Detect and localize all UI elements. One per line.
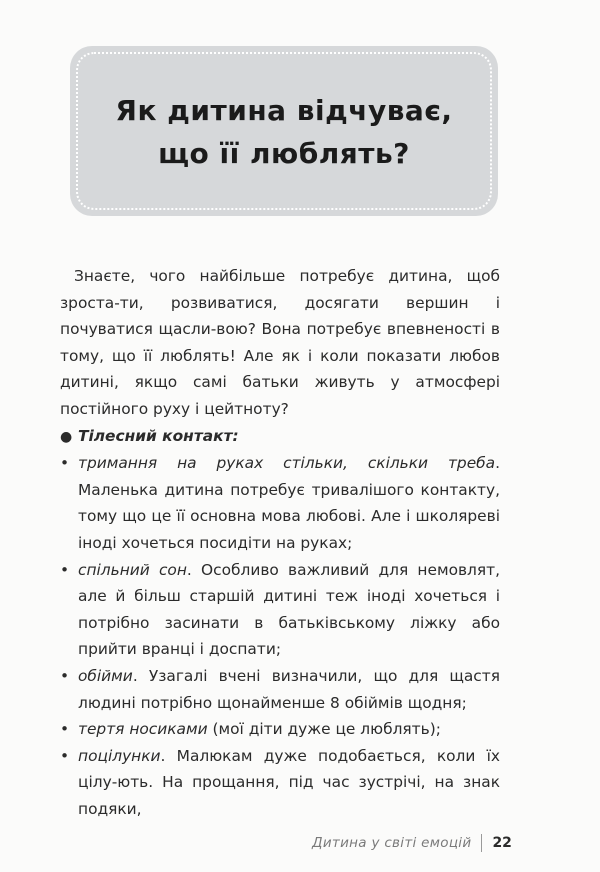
chapter-title-line-1: Як дитина відчуває,	[115, 94, 453, 127]
running-title: Дитина у світі емоцій	[312, 835, 472, 851]
list-item	[60, 663, 500, 716]
list-item-text	[78, 450, 500, 556]
heading-bullet: ●	[60, 428, 73, 445]
list-bullet: •	[60, 746, 70, 765]
list-item-term: спільний сон	[78, 560, 187, 579]
list-item-term: тримання на руках стільки, скільки треба	[78, 454, 496, 473]
list-bullet: •	[60, 720, 70, 739]
page-number: 22	[492, 835, 512, 851]
list-item	[60, 743, 500, 823]
list-bullet: •	[60, 454, 70, 473]
page-footer	[312, 830, 552, 856]
main-text	[60, 263, 500, 822]
list-item-description: . Особливо важливий для немовлят, але й більш старшій дитині теж іноді хочеться і потрібно засинати в батьківському ліжку або прийти вранці і доспати;	[78, 560, 501, 659]
list-item-term: тертя носиками	[78, 720, 208, 739]
list-item	[60, 557, 500, 663]
list-item-term: поцілунки	[78, 746, 161, 765]
list-item-description: . Узагалі вчені визначили, що для щастя людині потрібно щонайменше 8 обіймів щодня;	[78, 666, 500, 712]
chapter-title-box	[70, 46, 498, 216]
list-item-description: . Малюкам дуже подобається, коли їх цілу-ють. На прощання, під час зустрічі, на знак подяки,	[78, 746, 500, 818]
list-item-description: . Маленька дитина потребує тривалішого контакту, тому що це її основна мова любові. Але і школяреві іноді хочеться посидіти на руках;	[78, 454, 500, 552]
list-item-text	[78, 716, 500, 743]
list-item-description: (мої діти дуже це люблять);	[207, 720, 441, 739]
footer-divider	[481, 834, 482, 852]
section-heading-text: Тілесний контакт:	[78, 426, 239, 445]
list-bullet: •	[60, 560, 70, 579]
section-heading	[60, 423, 500, 451]
chapter-title-line-2: що її люблять?	[158, 137, 410, 170]
list-bullet: •	[60, 666, 70, 685]
list-item	[60, 450, 500, 556]
list-item-term: обійми	[78, 666, 133, 685]
list-item-text	[78, 743, 500, 823]
intro-paragraph: Знаєте, чого найбільше потребує дитина, щоб зроста-ти, розвиватися, досягати вершин і почуватися щасли-вою? Вона потребує впевненості в тому, що її люблять! Але як і коли показати любов дитині, якщо самі батьки живуть у атмосфері постійного руху і цейтноту?	[60, 267, 500, 418]
list-item	[60, 716, 500, 743]
list-item-text	[78, 663, 500, 716]
list-item-text	[78, 557, 500, 663]
